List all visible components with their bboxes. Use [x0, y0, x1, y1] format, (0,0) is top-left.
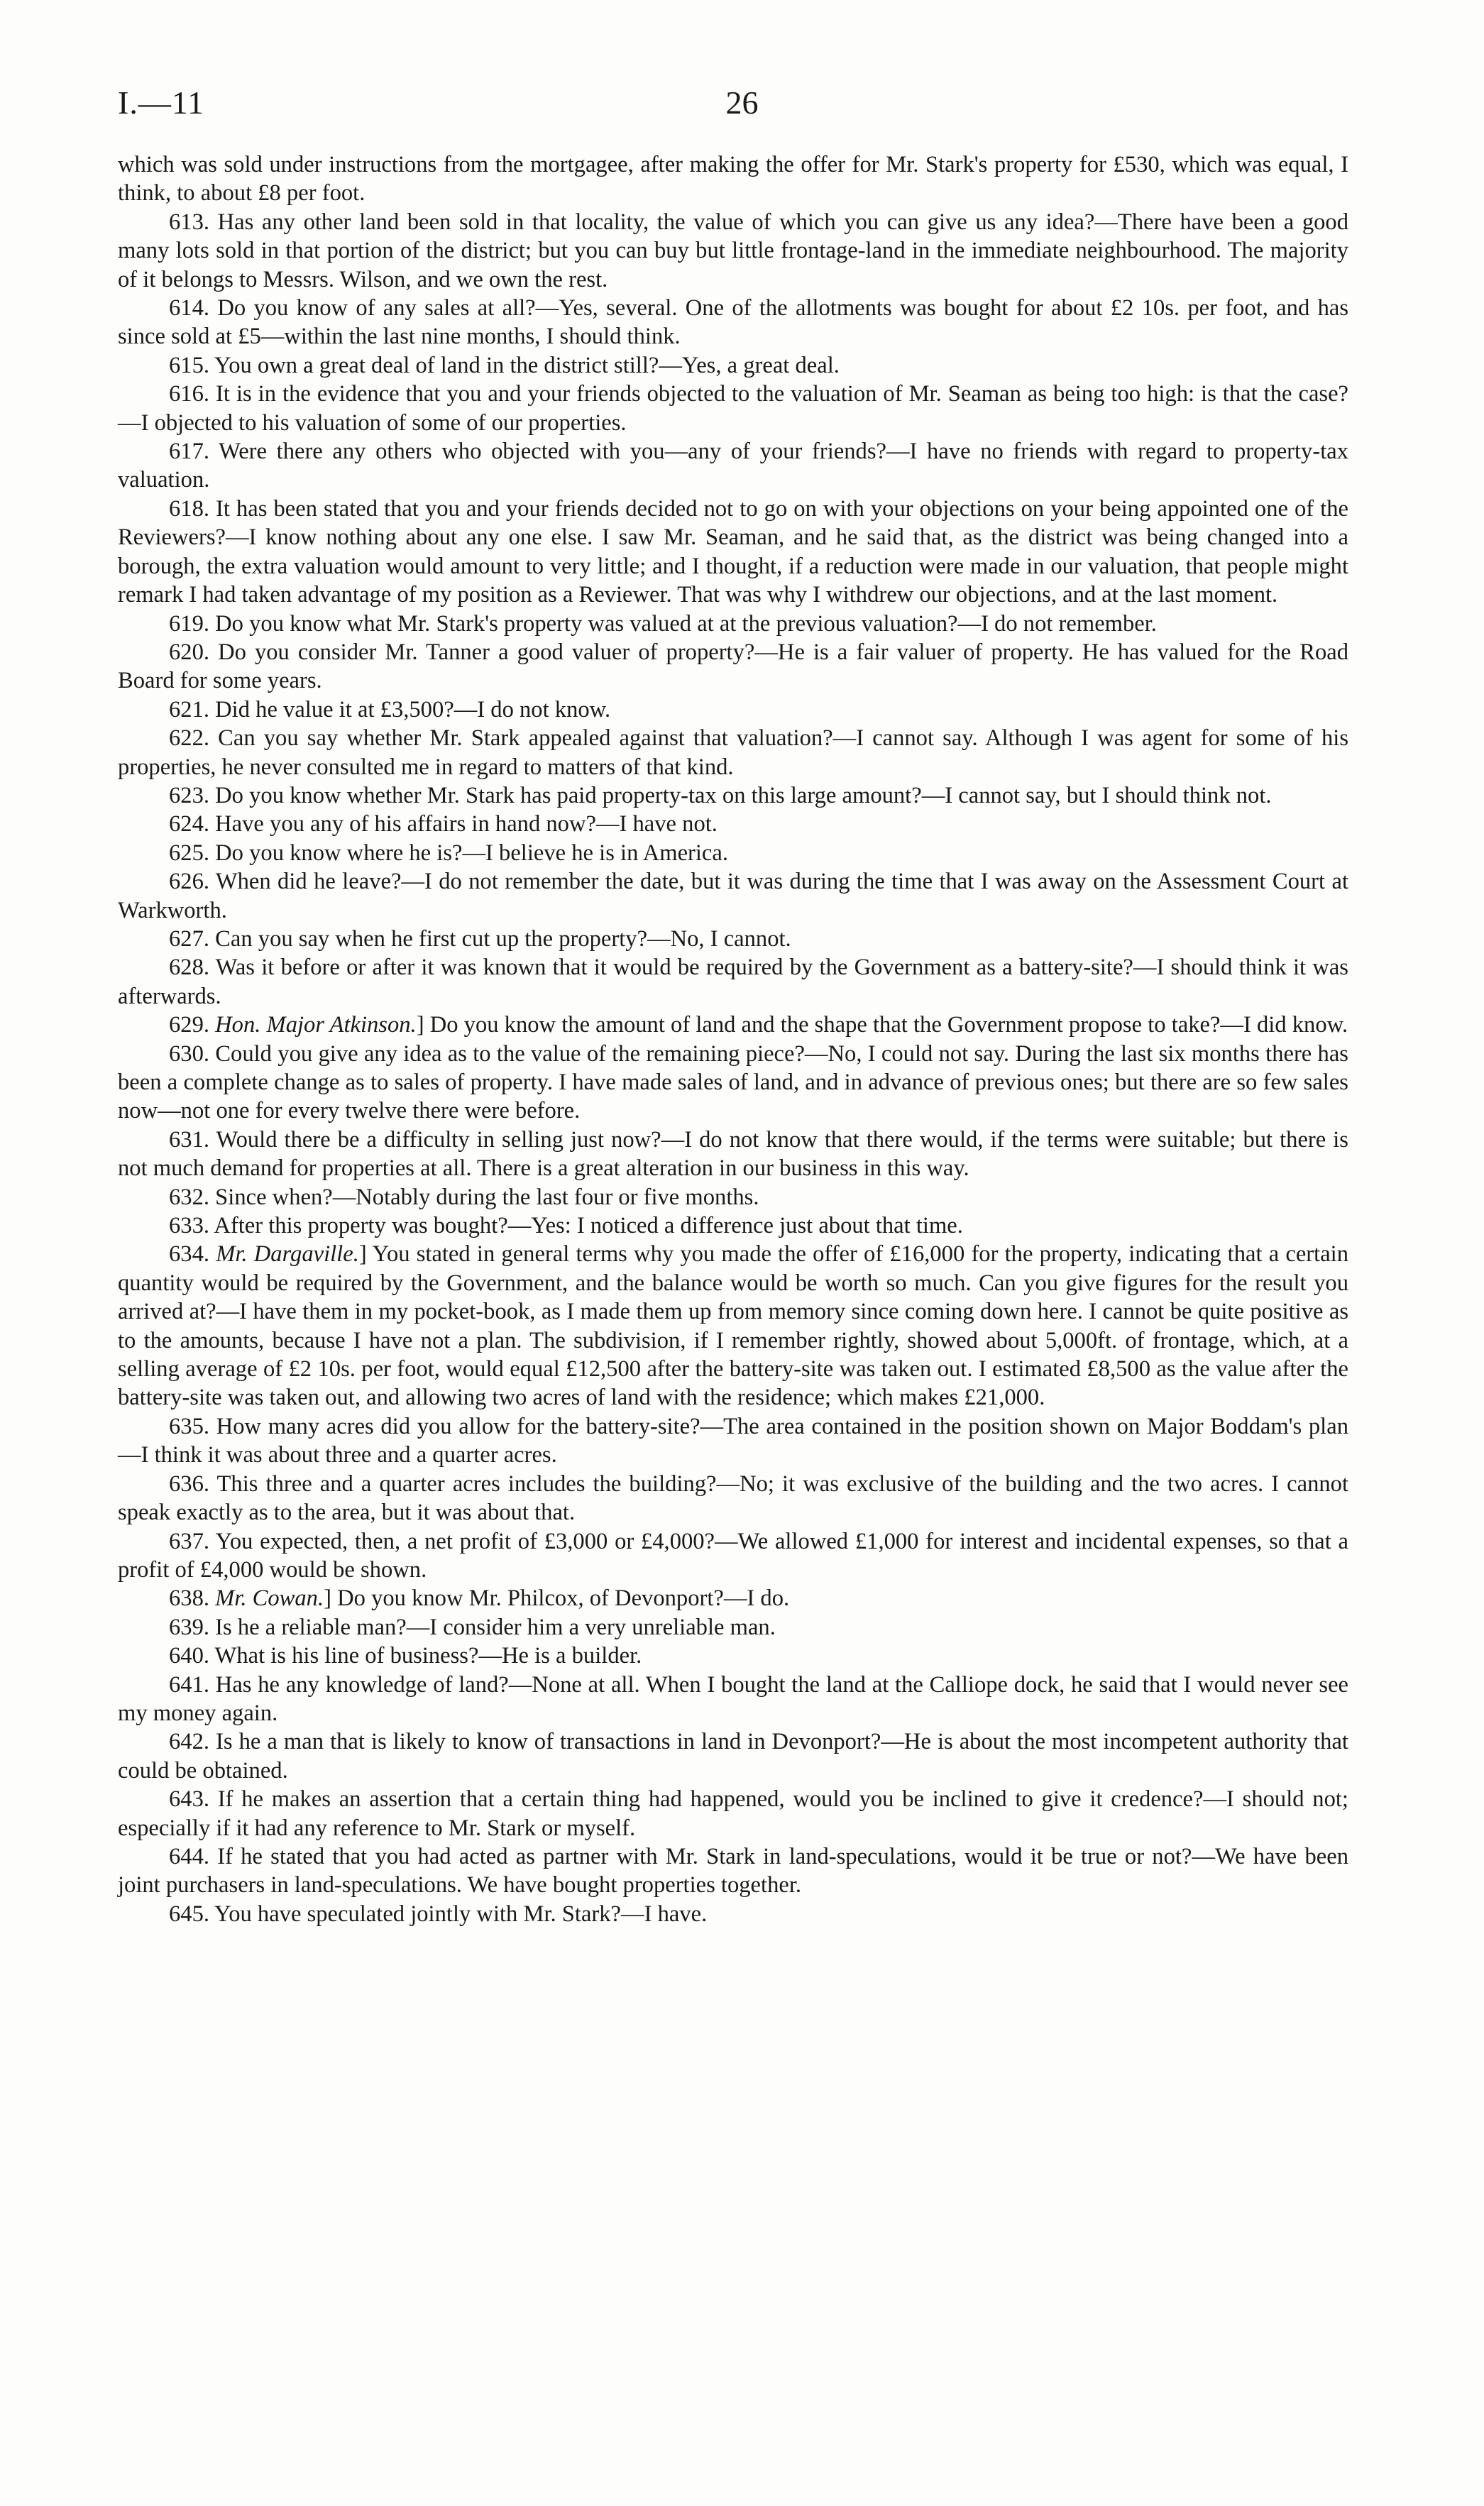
paragraph: 631. Would there be a difficulty in selling just now?—I do not know that there would, if the terms were suitable; but there is not much demand for properties at all. There is a great alteration in our business in this way.: [118, 1126, 1348, 1182]
paragraph: 630. Could you give any idea as to the value of the remaining piece?—No, I could not say. During the last six months there has been a complete change as to sales of property. I have made sales of land, and in advance of previous ones; but there are so few sales now—not one for every twelve there were before.: [118, 1040, 1348, 1124]
paragraph: 643. If he makes an assertion that a certain thing had happened, would you be inclined to give it credence?—I should not; especially if it had any reference to Mr. Stark or myself.: [118, 1786, 1348, 1841]
paragraph: 622. Can you say whether Mr. Stark appealed against that valuation?—I cannot say. Although I was agent for some of his properties, he never consulted me in regard to matters of that kind.: [118, 725, 1348, 780]
speaker-name: Mr. Cowan.: [215, 1586, 324, 1612]
paragraph: 628. Was it before or after it was known that it would be required by the Government as a battery-site?—I should think it was afterwards.: [118, 955, 1348, 1009]
paragraph: 615. You own a great deal of land in the district still?—Yes, a great deal.: [169, 352, 840, 378]
paragraph: 625. Do you know where he is?—I believe he is in America.: [169, 840, 728, 866]
paragraph: 616. It is in the evidence that you and your friends objected to the valuation of Mr. Seaman as being too high: is that the case?—I objected to his valuation of some of our properties.: [118, 381, 1348, 436]
body-text: [118, 150, 1348, 1928]
paragraph: which was sold under instructions from the mortgagee, after making the offer for Mr. Stark's property for £530, which was equal, I think, to about £8 per foot.: [118, 152, 1348, 207]
paragraph: 623. Do you know whether Mr. Stark has paid property-tax on this large amount?—I cannot say, but I should think not.: [169, 782, 1272, 808]
paragraph: 634. Mr. Dargaville.] You stated in general terms why you made the offer of £16,000 for the property, indicating that a certain quantity would be required by the Government, and the balance would be worth so much. Can you give figures for the result you arrived at?—I have them in my pocket-book, as I made them up from memory since coming down here. I cannot be quite positive as to the amounts, because I have not a plan. The subdivision, if I remember rightly, showed about 5,000ft. of frontage, which, at a selling average of £2 10s. per foot, would equal £12,500 after the battery-site was taken out. I estimated £8,500 as the value after the battery-site was taken out, and allowing two acres of land with the residence; which makes £21,000.: [118, 1241, 1349, 1411]
paragraph: 617. Were there any others who objected with you—any of your friends?—I have no friends with regard to property-tax valuation.: [118, 439, 1348, 493]
page-number: 26: [725, 84, 759, 121]
paragraph: 620. Do you consider Mr. Tanner a good valuer of property?—He is a fair valuer of property. He has valued for the Road Board for some years.: [118, 639, 1348, 694]
paragraph: 638. Mr. Cowan.] Do you know Mr. Philcox, of Devonport?—I do.: [169, 1586, 790, 1612]
paragraph: 621. Did he value it at £3,500?—I do not know.: [169, 696, 611, 722]
speaker-name: Mr. Dargaville.: [216, 1241, 359, 1268]
paragraph: 635. How many acres did you allow for the battery-site?—The area contained in the position shown on Major Boddam's plan—I think it was about three and a quarter acres.: [118, 1413, 1348, 1468]
document-reference: I.—11: [118, 84, 205, 121]
paragraph: 614. Do you know of any sales at all?—Yes, several. One of the allotments was bought for about £2 10s. per foot, and has since sold at £5—within the last nine months, I should think.: [118, 295, 1348, 350]
paragraph: 619. Do you know what Mr. Stark's property was valued at at the previous valuation?—I do not remember.: [169, 610, 1157, 637]
paragraph: 637. You expected, then, a net profit of £3,000 or £4,000?—We allowed £1,000 for interest and incidental expenses, so that a profit of £4,000 would be shown.: [118, 1528, 1348, 1583]
paragraph: 640. What is his line of business?—He is a builder.: [169, 1643, 642, 1669]
speaker-name: Hon. Major Atkinson.: [215, 1012, 417, 1038]
paragraph: 627. Can you say when he first cut up the property?—No, I cannot.: [169, 925, 791, 952]
paragraph: 644. If he stated that you had acted as partner with Mr. Stark in land-speculations, would it be true or not?—We have been joint purchasers in land-speculations. We have bought properties together.: [118, 1843, 1348, 1898]
paragraph: 613. Has any other land been sold in that locality, the value of which you can give us any idea?—There have been a good many lots sold in that portion of the district; but you can buy but little frontage-land in the immediate neighbourhood. The majority of it belongs to Messrs. Wilson, and we own the rest.: [118, 209, 1348, 292]
paragraph: 618. It has been stated that you and your friends decided not to go on with your objections on your being appointed one of the Reviewers?—I know nothing about any one else. I saw Mr. Seaman, and he said that, as the district was being changed into a borough, the extra valuation would amount to very little; and I thought, if a reduction were made in our valuation, that people might remark I had taken advantage of my position as a Reviewer. That was why I withdrew our objections, and at the last moment.: [118, 495, 1348, 608]
paragraph: 632. Since when?—Notably during the last four or five months.: [169, 1184, 759, 1210]
paragraph: 642. Is he a man that is likely to know of transactions in land in Devonport?—He is about the most incompetent authority that could be obtained.: [118, 1729, 1348, 1784]
paragraph: 633. After this property was bought?—Yes: I noticed a difference just about that time.: [169, 1213, 963, 1239]
page-header: [118, 84, 1366, 126]
paragraph: 641. Has he any knowledge of land?—None at all. When I bought the land at the Calliope dock, he said that I would never see my money again.: [118, 1671, 1348, 1726]
paragraph: 626. When did he leave?—I do not remember the date, but it was during the time that I was away on the Assessment Court at Warkworth.: [118, 869, 1348, 923]
paragraph: 639. Is he a reliable man?—I consider him a very unreliable man.: [169, 1614, 776, 1640]
paragraph: 629. Hon. Major Atkinson.] Do you know the amount of land and the shape that the Government propose to take?—I did know.: [169, 1012, 1348, 1038]
paragraph: 636. This three and a quarter acres includes the building?—No; it was exclusive of the building and the two acres. I cannot speak exactly as to the area, but it was about that.: [118, 1471, 1348, 1526]
paragraph: 645. You have speculated jointly with Mr. Stark?—I have.: [169, 1901, 708, 1927]
paragraph: 624. Have you any of his affairs in hand now?—I have not.: [169, 811, 718, 837]
